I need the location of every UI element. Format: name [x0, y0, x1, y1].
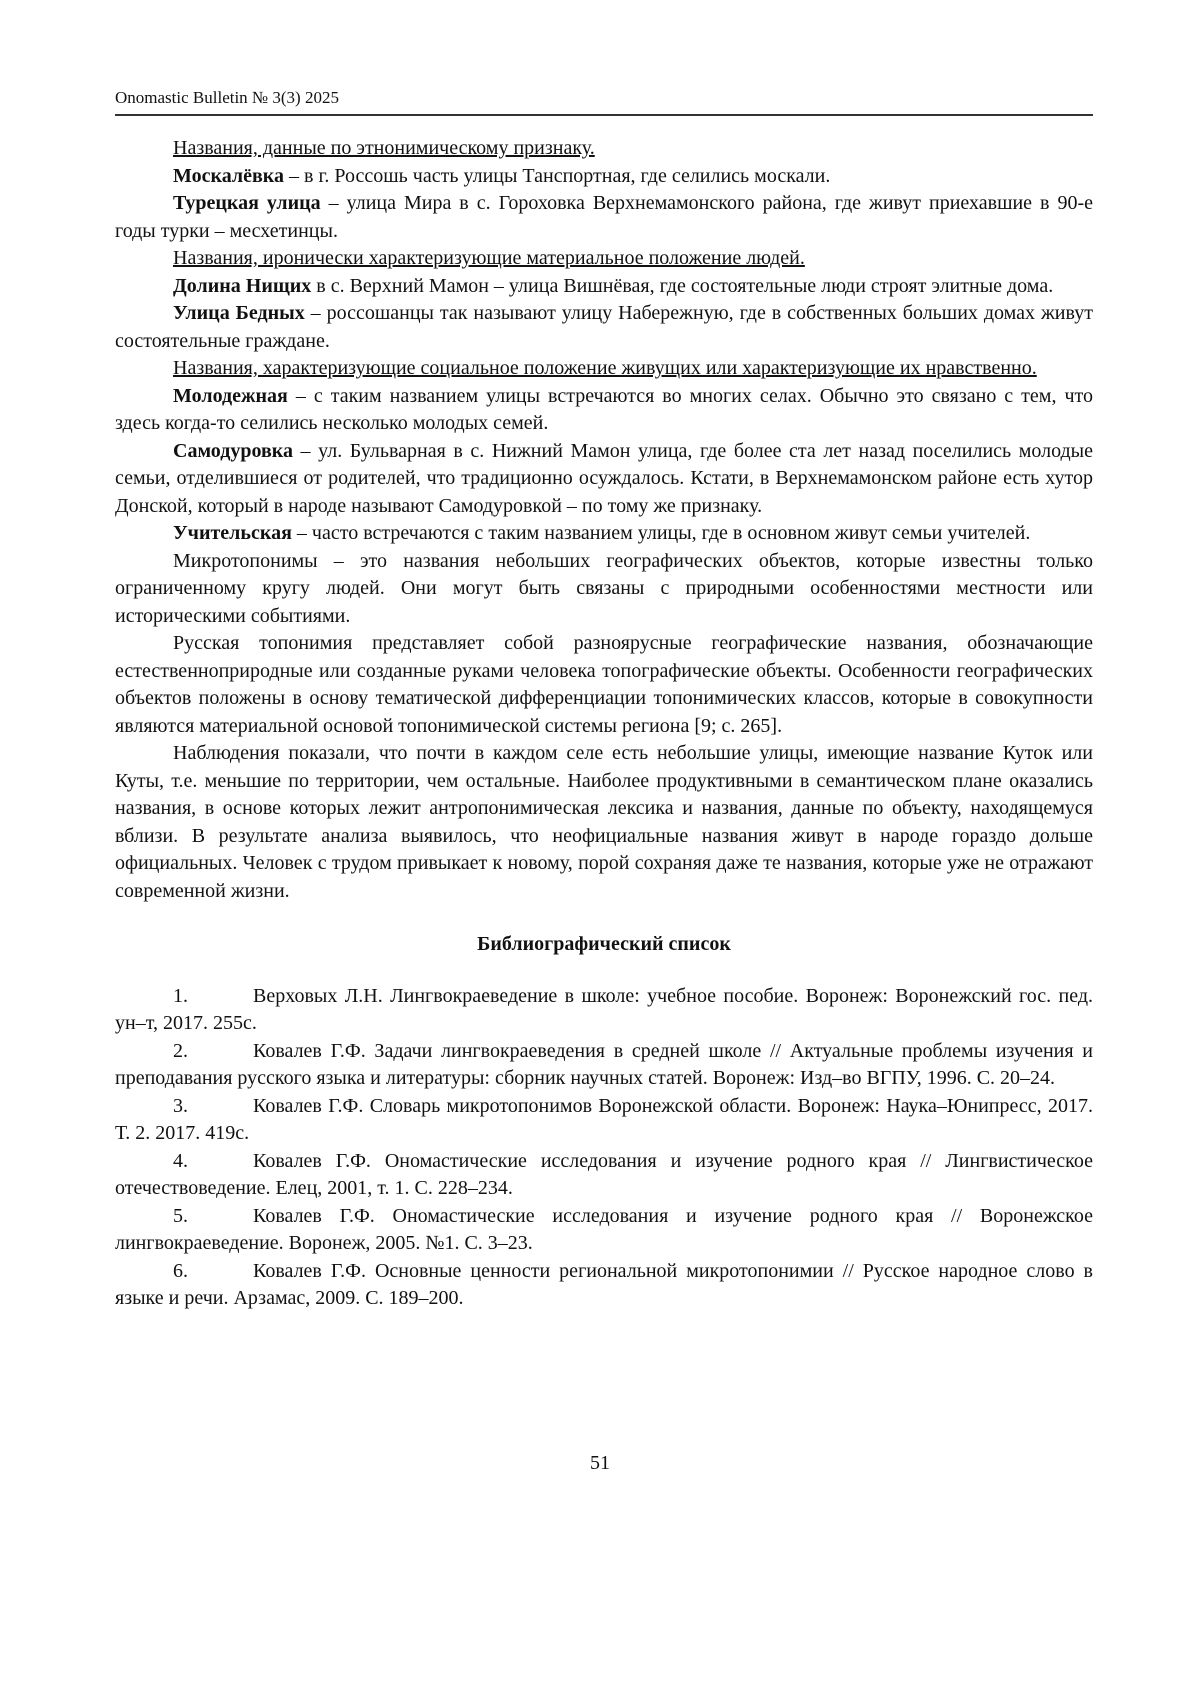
bibliography-item — [115, 1148, 1093, 1203]
toponym-term: Учительская — [173, 522, 292, 544]
toponym-term: Долина Нищих — [173, 275, 311, 297]
item-text: Ковалев Г.Ф. Ономастические исследования и изучение родного края // Лингвистическое отечествоведение. Елец, 2001, т. 1. С. 228–234. — [115, 1150, 1093, 1200]
bibliography-item — [115, 1258, 1093, 1313]
bibliography-item — [115, 1093, 1093, 1148]
toponym-description: – часто встречаются с таким названием улицы, где в основном живут семьи учителей. — [292, 522, 1030, 544]
toponym-term: Турецкая улица — [173, 192, 321, 214]
article-body — [115, 135, 1093, 1313]
toponym-entry — [115, 438, 1093, 521]
subsection-heading: Названия, данные по этнонимическому признаку. — [115, 135, 1093, 163]
toponym-entry — [115, 163, 1093, 191]
toponym-term: Молодежная — [173, 385, 288, 407]
toponym-description: – в г. Россошь часть улицы Танспортная, где селились москали. — [284, 165, 830, 187]
bibliography-title: Библиографический список — [115, 931, 1093, 959]
bibliography-item — [115, 1038, 1093, 1093]
bibliography-item — [115, 983, 1093, 1038]
toponym-entry — [115, 190, 1093, 245]
page-number: 51 — [0, 1452, 1200, 1475]
subsection-heading: Названия, иронически характеризующие материальное положение людей. — [115, 245, 1093, 273]
body-paragraph: Наблюдения показали, что почти в каждом селе есть небольшие улицы, имеющие название Куток или Куты, т.е. меньшие по территории, чем остальные. Наиболее продуктивными в семантическом плане оказались названия, в основе которых лежит антропонимическая лексика и названия, данные по объекту, находящемуся вблизи. В результате анализа выявилось, что неофициальные названия живут в народе гораздо дольше официальных. Человек с трудом привыкает к новому, порой сохраняя даже те названия, которые уже не отражают современной жизни. — [115, 740, 1093, 905]
bibliography-item — [115, 1203, 1093, 1258]
toponym-term: Самодуровка — [173, 440, 293, 462]
item-number: 3. — [173, 1093, 253, 1121]
running-header: Onomastic Bulletin № 3(3) 2025 — [115, 88, 1093, 116]
toponym-description: – россошанцы так называют улицу Набережную, где в собственных больших домах живут состоятельные граждане. — [115, 302, 1093, 352]
item-number: 6. — [173, 1258, 253, 1286]
toponym-term: Москалёвка — [173, 165, 284, 187]
toponym-description: – улица Мира в с. Гороховка Верхнемамонского района, где живут приехавшие в 90-е годы турки – месхетинцы. — [115, 192, 1093, 242]
toponym-entry — [115, 520, 1093, 548]
bibliography-list — [115, 983, 1093, 1313]
item-number: 1. — [173, 983, 253, 1011]
toponym-entry — [115, 383, 1093, 438]
item-text: Ковалев Г.Ф. Словарь микротопонимов Воронежской области. Воронеж: Наука–Юнипресс, 2017. Т. 2. 2017. 419с. — [115, 1095, 1093, 1145]
body-paragraph: Русская топонимия представляет собой разноярусные географические названия, обозначающие естественноприродные или созданные руками человека топографические объекты. Особенности географических объектов положены в основу тематической дифференциации топонимических классов, которые в совокупности являются материальной основой топонимической системы региона [9; с. 265]. — [115, 630, 1093, 740]
item-text: Ковалев Г.Ф. Ономастические исследования и изучение родного края // Воронежское лингвокраеведение. Воронеж, 2005. №1. С. 3–23. — [115, 1205, 1093, 1255]
toponym-term: Улица Бедных — [173, 302, 305, 324]
item-number: 4. — [173, 1148, 253, 1176]
toponym-entry — [115, 273, 1093, 301]
toponym-description: – с таким названием улицы встречаются во многих селах. Обычно это связано с тем, что здесь когда-то селились несколько молодых семей. — [115, 385, 1093, 435]
subsection-heading: Названия, характеризующие социальное положение живущих или характеризующие их нравственно. — [115, 355, 1093, 383]
item-number: 5. — [173, 1203, 253, 1231]
toponym-description: в с. Верхний Мамон – улица Вишнёвая, где состоятельные люди строят элитные дома. — [311, 275, 1053, 297]
item-number: 2. — [173, 1038, 253, 1066]
body-paragraph: Микротопонимы – это названия небольших географических объектов, которые известны только ограниченному кругу людей. Они могут быть связаны с природными особенностями местности или историческими событиями. — [115, 548, 1093, 631]
item-text: Ковалев Г.Ф. Задачи лингвокраеведения в средней школе // Актуальные проблемы изучения и преподавания русского языка и литературы: сборник научных статей. Воронеж: Изд–во ВГПУ, 1996. С. 20–24. — [115, 1040, 1093, 1090]
toponym-description: – ул. Бульварная в с. Нижний Мамон улица, где более ста лет назад поселились молодые семьи, отделившиеся от родителей, что традиционно осуждалось. Кстати, в Верхнемамонском районе есть хутор Донской, который в народе называют Самодуровкой – по тому же признаку. — [115, 440, 1093, 517]
item-text: Ковалев Г.Ф. Основные ценности региональной микротопонимии // Русское народное слово в языке и речи. Арзамас, 2009. С. 189–200. — [115, 1260, 1093, 1310]
toponym-entry — [115, 300, 1093, 355]
item-text: Верховых Л.Н. Лингвокраеведение в школе: учебное пособие. Воронеж: Воронежский гос. пед. ун–т, 2017. 255с. — [115, 985, 1093, 1035]
